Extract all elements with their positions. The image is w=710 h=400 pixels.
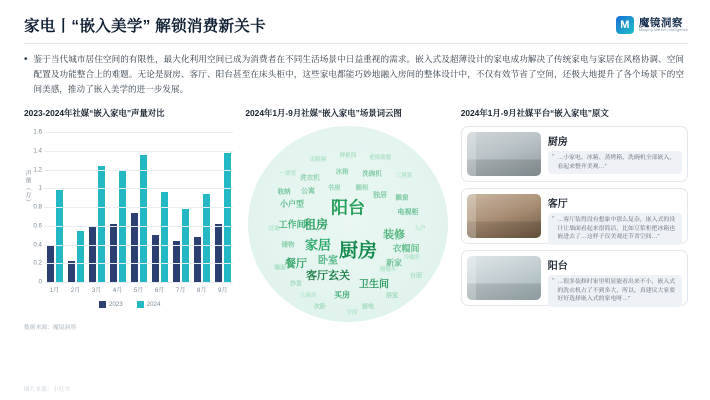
chart-legend-item (99, 301, 123, 308)
chart-legend (24, 301, 235, 308)
wordcloud-word: 墙面 (274, 265, 287, 272)
chart-gridline (44, 188, 233, 189)
legend-label: 2023 (108, 301, 123, 308)
quote-block (548, 213, 682, 245)
chart-y-tick: 1.4 (33, 147, 42, 155)
wordcloud-word: 洗衣机 (300, 174, 320, 182)
chart-bar (77, 231, 84, 282)
kitchen-photo (467, 132, 541, 176)
wordcloud-word: 书房 (327, 184, 341, 192)
wordcloud-word: 工作间 (278, 219, 306, 230)
logo-name-cn: 魔镜洞察 (638, 16, 683, 29)
quotes-heading: 2024年1月-9月社媒平台“嵌入家电”原文 (460, 108, 609, 118)
wordcloud-word: 三居室 (395, 173, 413, 179)
quote-mark-icon: ” (551, 215, 555, 224)
footer-note: 图片来源：小红书 (24, 387, 71, 393)
bullet-icon: • (24, 54, 28, 65)
chart-y-tick: 0.8 (33, 203, 42, 211)
page-title: 家电丨“嵌入美学” 解锁消费新关卡 (24, 18, 266, 35)
wordcloud-word: 家居 (305, 237, 332, 253)
chart-gridline (44, 151, 233, 152)
legend-swatch (99, 301, 106, 308)
wordcloud-word: 储物 (281, 241, 295, 249)
wordcloud-word: 样板间 (339, 153, 357, 160)
logo-mark-icon: M (616, 16, 634, 34)
quote-card[interactable] (461, 126, 688, 182)
wordcloud-heading: 2024年1月-9月社媒“嵌入家电”场景词云图 (245, 108, 402, 118)
wordcloud-word: 入户 (414, 225, 426, 232)
chart-x-tick: 9月 (217, 287, 228, 294)
bar-chart (24, 126, 235, 308)
chart-x-tick: 4月 (112, 287, 123, 294)
wordcloud-word: 新家 (386, 258, 403, 268)
quote-text: …小家电、冰箱、蒸烤箱、洗碗机全部嵌入，看起来整齐美观…” (557, 155, 676, 170)
chart-x-tick: 6月 (154, 287, 165, 294)
chart-bar (56, 190, 63, 282)
quote-card-title: 厨房 (547, 137, 568, 148)
chart-bar (68, 261, 75, 282)
chart-plot-area (33, 128, 233, 286)
wordcloud-word: 收纳 (277, 188, 291, 196)
slide-header (0, 0, 710, 36)
wordcloud-word: 冰箱 (335, 168, 349, 176)
quote-mark-icon: ” (551, 153, 555, 162)
wordcloud-word: 老房改造 (369, 155, 392, 162)
wordcloud-word: 小户型 (280, 199, 305, 209)
wordcloud-word: 过道 (268, 225, 280, 232)
wordcloud-word: 橱柜 (355, 184, 369, 192)
wordcloud-word: 租房 (304, 217, 329, 232)
chart-gridline (44, 132, 233, 133)
chart-y-tick: 1 (38, 184, 42, 192)
chart-bar (152, 235, 159, 282)
chart-x-tick: 1月 (49, 287, 60, 294)
wordcloud-word: 餐厅 (285, 258, 308, 271)
quote-mark-icon: ” (551, 277, 555, 286)
quote-block (548, 275, 682, 307)
wordcloud-word: 冷藏柜 (403, 255, 421, 262)
intro-text: 鉴于当代城市居住空间的有限性，最大化利用空间已成为消费者在不同生活场景中日益重视的需求。嵌入式及超薄设计的家电成功解决了传统家电与家居在风格协调、空间配置及功能整合上的难题。无论是厨房、客厅、阳台甚至在床头柜中，这些家电都能巧妙地融入房间的整体设计中，不仅有效节省了空间，还极大地提升了各个场景下的空间美感，推动了嵌入美学的进一步发展。 (33, 54, 684, 94)
chart-y-tick: 1.2 (33, 166, 42, 173)
wordcloud-word: 厨电 (362, 304, 375, 311)
wordcloud-word: 装修 (383, 228, 406, 241)
wordcloud-word: 次卧 (314, 304, 327, 311)
wordcloud-word: 台面 (410, 273, 423, 280)
quote-card-body (547, 194, 682, 241)
chart-x-tick: 2月 (70, 287, 81, 294)
quote-card-title: 客厅 (547, 199, 568, 210)
quote-card-title: 阳台 (547, 261, 568, 272)
chart-gridline (44, 207, 233, 208)
wordcloud-word: 卫生间 (359, 279, 390, 291)
wordcloud-word: 浴室 (386, 293, 399, 300)
wordcloud-word: 空间 (346, 310, 358, 317)
word-cloud (248, 126, 448, 322)
wordcloud-word: 出租屋 (309, 157, 327, 164)
chart-bar (98, 166, 105, 282)
quote-card[interactable] (461, 188, 688, 244)
wordcloud-column (245, 107, 450, 331)
legend-swatch (137, 301, 144, 308)
chart-x-axis (44, 285, 233, 294)
chart-x-tick: 8月 (196, 287, 207, 294)
legend-label: 2024 (146, 301, 161, 308)
quote-card-list (461, 126, 688, 306)
balcony-photo (467, 256, 541, 300)
chart-legend-item (137, 301, 161, 308)
chart-x-tick: 3月 (91, 287, 102, 294)
wordcloud-word: 独居 (373, 191, 388, 199)
slide-body (0, 97, 710, 331)
chart-gridline (44, 245, 233, 246)
chart-bar (161, 192, 168, 282)
quotes-column (461, 107, 688, 331)
chart-bar (215, 224, 222, 282)
wordcloud-word: 飘窗 (395, 194, 409, 202)
chart-x-tick: 5月 (133, 287, 144, 294)
quote-text: …客厅装得没有想象中那么复杂，嵌入式的设计让墙面看起来很简洁，比如豆浆柜把冰箱也嵌进去了…这样子仅美观还节省空间…” (557, 217, 676, 241)
chart-y-axis-label: 声量（万） (24, 170, 31, 206)
wordcloud-word: 电视柜 (397, 209, 419, 217)
chart-heading: 2023-2024年社媒“嵌入家电”声量对比 (24, 108, 165, 118)
brand-logo (616, 14, 688, 34)
chart-gridline (44, 282, 233, 283)
wordcloud-word: 儿童房 (299, 292, 317, 299)
wordcloud-word: 沙发 (290, 281, 303, 288)
wordcloud-word: 衣帽间 (392, 243, 420, 254)
quote-block (548, 151, 682, 174)
chart-bar (89, 226, 96, 282)
logo-text (639, 18, 688, 33)
chart-bar (131, 213, 138, 282)
wordcloud-word: 厨房 (339, 240, 378, 262)
wordcloud-word: 一居室 (279, 171, 297, 178)
quote-text: …很多装修时家里明显能看出来不小，嵌入式的洗衣机占了不到多大，所以，真建议大家要好好选择嵌入式的家电呀…” (557, 279, 676, 303)
chart-y-tick: 1.6 (33, 128, 42, 136)
wordcloud-word: 卧室 (318, 255, 339, 267)
quote-card-body (548, 132, 682, 176)
wordcloud-word: 阳台 (331, 198, 366, 218)
chart-y-tick: 0.2 (33, 259, 42, 267)
chart-column (24, 107, 235, 331)
chart-bar (173, 241, 180, 282)
wordcloud-word: 买房 (334, 290, 351, 300)
chart-gridline (44, 226, 233, 227)
chart-x-tick: 7月 (175, 287, 186, 294)
chart-y-tick: 0 (38, 278, 42, 286)
quote-card[interactable] (461, 250, 688, 306)
chart-gridline (44, 170, 233, 171)
chart-source: 数据来源：魔镜洞察 (24, 325, 77, 331)
wordcloud-word: 公寓 (301, 187, 316, 195)
chart-y-tick: 0.6 (33, 222, 42, 230)
quote-card-body (547, 256, 682, 303)
wordcloud-word: 洗碗机 (362, 170, 382, 178)
chart-gridline (44, 263, 233, 264)
chart-y-tick: 0.4 (33, 241, 42, 248)
living-room-photo (467, 194, 541, 238)
logo-name-en: Moojing Market Intelligence (638, 27, 688, 32)
intro-paragraph (0, 44, 710, 97)
wordcloud-word: 榻榻米 (379, 267, 397, 274)
wordcloud-word: 客厅玄关 (306, 269, 351, 282)
chart-bar (110, 224, 117, 282)
